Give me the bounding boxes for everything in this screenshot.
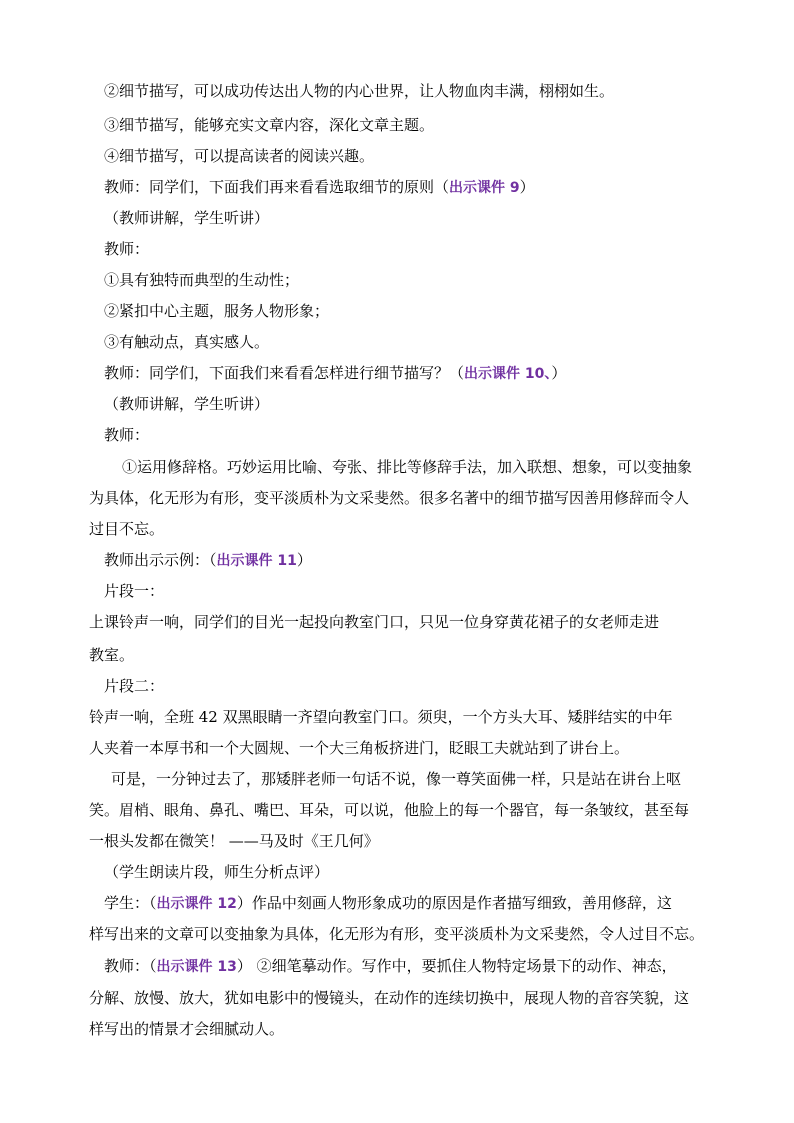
- text-line: 为具体，化无形为有形，变平淡质朴为文采斐然。很多名著中的细节描写因善用修辞而令人: [89, 489, 690, 507]
- text-line: 教室。: [89, 646, 135, 664]
- text-segment: ）作品中刻画人物形象成功的原因是作者描写细致，善用修辞，这: [236, 894, 672, 912]
- text-line: ④细节描写，可以提高读者的阅读兴趣。: [104, 147, 375, 165]
- text-line: 片段一：: [104, 582, 165, 600]
- student-line: [104, 893, 672, 914]
- courseware-reference: 出示课件 13: [156, 959, 237, 975]
- text-line: 教师：: [104, 240, 150, 258]
- text-segment: ）: [296, 551, 312, 569]
- text-line: ③有触动点，真实感人。: [104, 333, 270, 351]
- text-line: ②细节描写，可以成功传达出人物的内心世界，让人物血肉丰满，栩栩如生。: [104, 82, 615, 100]
- text-line: 铃声一响，全班 42 双黑眼睛一齐望向教室门口。须臾，一个方头大耳、矮胖结实的中年: [89, 708, 673, 726]
- text-line: 可是，一分钟过去了，那矮胖老师一句话不说，像一尊笑面佛一样，只是站在讲台上呕: [111, 770, 682, 788]
- text-line: 片段二：: [104, 677, 165, 695]
- text-line: 样写出的情景才会细腻动人。: [89, 1020, 285, 1038]
- text-line: 上课铃声一响，同学们的目光一起投向教室门口，只见一位身穿黄花裙子的女老师走进: [89, 613, 660, 631]
- text-segment: ） ②细笔摹动作。写作中，要抓住人物特定场景下的动作、神态，: [236, 957, 677, 975]
- teacher-line: [104, 363, 566, 384]
- text-line: ②紧扣中心主题，服务人物形象；: [104, 302, 330, 320]
- text-line: ①具有独特而典型的生动性；: [104, 271, 300, 289]
- text-line: （学生朗读片段，师生分析点评）: [104, 863, 330, 881]
- courseware-reference: 出示课件 11: [216, 553, 297, 569]
- courseware-reference: 出示课件 9: [449, 180, 520, 196]
- text-line: 一根头发都在微笑！ ——马及时《王几何》: [89, 832, 379, 850]
- text-line: 样写出来的文章可以变抽象为具体，化无形为有形，变平淡质朴为文采斐然，令人过目不忘。: [89, 925, 705, 943]
- text-line: ①运用修辞格。巧妙运用比喻、夸张、排比等修辞手法，加入联想、想象，可以变抽象: [122, 458, 693, 476]
- text-segment: ）: [551, 364, 567, 382]
- text-line: 分解、放慢、放大，犹如电影中的慢镜头，在动作的连续切换中，展现人物的音容笑貌，这: [89, 989, 690, 1007]
- text-segment: 教师出示示例：（: [104, 551, 217, 569]
- text-segment: ）: [519, 178, 535, 196]
- courseware-reference: 出示课件 10、: [464, 366, 552, 382]
- text-segment: 教师：（: [104, 957, 157, 975]
- courseware-reference: 出示课件 12: [156, 896, 237, 912]
- text-line: 笑。眉梢、眼角、鼻孔、嘴巴、耳朵，可以说，他脸上的每一个器官，每一条皱纹，甚至每: [89, 801, 690, 819]
- teacher-line: [104, 177, 535, 198]
- text-line: （教师讲解，学生听讲）: [104, 209, 270, 227]
- teacher-line: [104, 550, 312, 571]
- text-line: ③细节描写，能够充实文章内容，深化文章主题。: [104, 116, 435, 134]
- text-line: 过目不忘。: [89, 520, 165, 538]
- text-line: 教师：: [104, 426, 150, 444]
- text-segment: 教师：同学们，下面我们来看看怎样进行细节描写？（: [104, 364, 465, 382]
- text-segment: 学生：（: [104, 894, 157, 912]
- text-segment: 教师：同学们，下面我们再来看看选取细节的原则（: [104, 178, 450, 196]
- text-line: 人夹着一本厚书和一个大圆规、一个大三角板挤进门，眨眼工夫就站到了讲台上。: [89, 739, 630, 757]
- teacher-line: [104, 956, 677, 977]
- text-line: （教师讲解，学生听讲）: [104, 395, 270, 413]
